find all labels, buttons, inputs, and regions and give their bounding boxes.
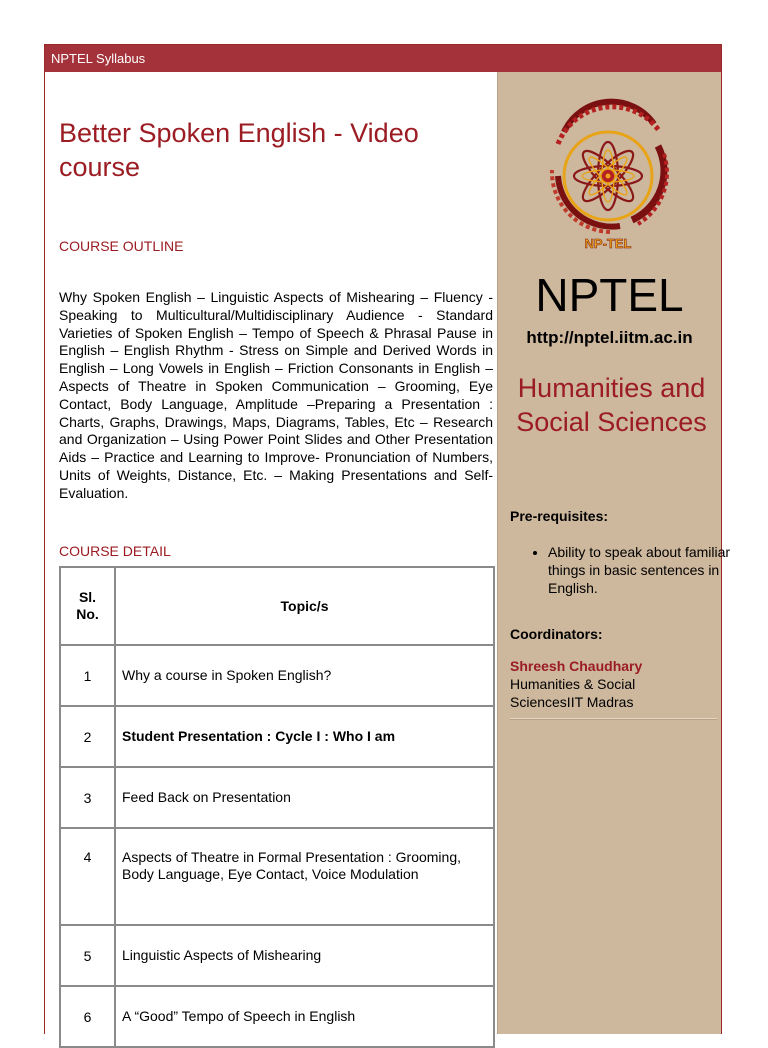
topic-cell: Why a course in Spoken English? xyxy=(115,645,494,706)
column-header-topic: Topic/s xyxy=(115,567,494,645)
table-row xyxy=(60,706,494,767)
table-row xyxy=(60,925,494,986)
table-row xyxy=(60,767,494,828)
coordinator-name: Shreesh Chaudhary xyxy=(510,658,643,674)
nptel-logo-icon xyxy=(544,96,678,250)
department-title: Humanities and Social Sciences xyxy=(516,373,707,437)
topic-cell: Aspects of Theatre in Formal Presentation : Grooming, Body Language, Eye Contact, Voice Modulation xyxy=(115,828,494,925)
prerequisite-item: • Ability to speak about familiar things in basic sentences in English. xyxy=(548,544,748,597)
syllabus-page xyxy=(44,44,731,1034)
course-detail-table xyxy=(59,566,495,1048)
table-header-row xyxy=(60,567,494,645)
course-outline-text: Why Spoken English – Linguistic Aspects of Mishearing – Fluency - Speaking to Multicultural/Multidisciplinary Audience - Standard Varieties of Spoken English – Tempo of Speech & Phrasal Pause in English – English Rhythm - Stress on Simple and Derived Words in English – Long Vowels in English – Friction Consonants in English – Aspects of Theatre in Spoken Communication – Grooming, Eye Contact, Body Language, Amplitude –Preparing a Presentation : Charts, Graphs, Drawings, Maps, Diagrams, Tables, Etc – Research and Organization – Using Power Point Slides and Other Presentation Aids – Practice and Learning to Improve- Pronunciation of Numbers, Units of Weights, Distance, Etc. – Making Presentations and Self-Evaluation. xyxy=(59,289,493,501)
table-row xyxy=(60,986,494,1047)
table-row xyxy=(60,645,494,706)
course-detail-heading: COURSE DETAIL xyxy=(59,543,171,559)
coordinators-heading: Coordinators: xyxy=(510,626,603,642)
serial-number: 2 xyxy=(60,706,115,767)
prerequisites-heading: Pre-requisites: xyxy=(510,508,609,524)
nptel-url-link[interactable]: http://nptel.iitm.ac.in xyxy=(526,328,693,347)
divider xyxy=(510,718,717,720)
nptel-title: NPTEL xyxy=(535,269,684,321)
topic-cell: Linguistic Aspects of Mishearing xyxy=(115,925,494,986)
topic-cell: Student Presentation : Cycle I : Who I am xyxy=(115,706,494,767)
topic-cell: A “Good” Tempo of Speech in English xyxy=(115,986,494,1047)
course-outline-heading: COURSE OUTLINE xyxy=(59,238,184,254)
table-row xyxy=(60,828,494,925)
serial-number: 3 xyxy=(60,767,115,828)
main-column xyxy=(45,72,497,1034)
course-title: Better Spoken English - Video course xyxy=(59,118,419,182)
topbar-label: NPTEL Syllabus xyxy=(51,51,146,66)
serial-number: 6 xyxy=(60,986,115,1047)
column-header-serial: Sl. No. xyxy=(60,567,115,645)
prerequisites-list xyxy=(510,544,748,597)
logo-wordmark: NP-TEL xyxy=(584,236,632,250)
serial-number: 5 xyxy=(60,925,115,986)
topbar xyxy=(45,45,721,72)
coordinator-department: Humanities & Social SciencesIIT Madras xyxy=(510,676,636,710)
serial-number: 4 xyxy=(60,828,115,925)
serial-number: 1 xyxy=(60,645,115,706)
topic-cell: Feed Back on Presentation xyxy=(115,767,494,828)
sidebar xyxy=(497,72,731,1034)
